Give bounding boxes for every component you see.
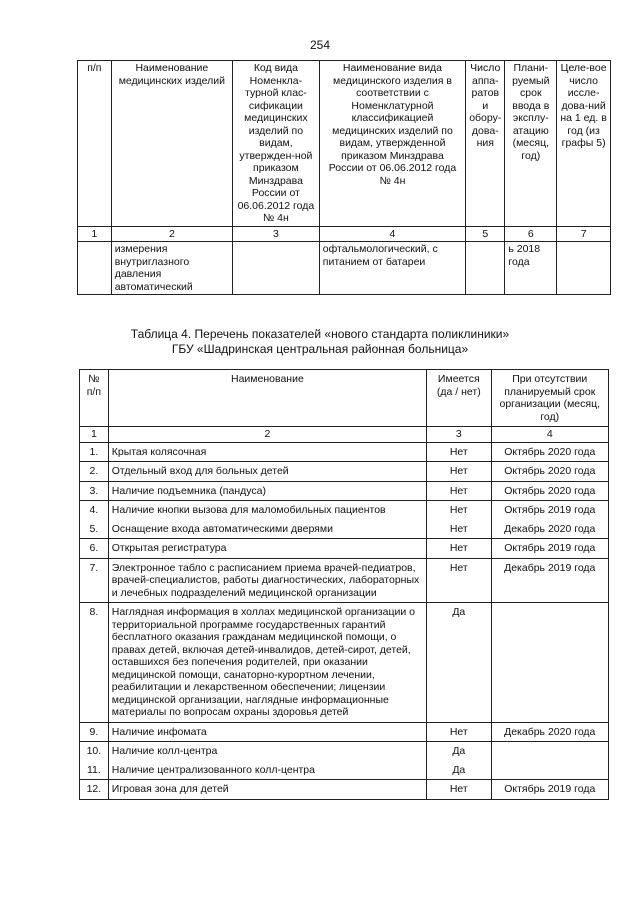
table-cell [78, 242, 112, 295]
row-name: Наличие централизованного колл-центра [108, 761, 426, 780]
table-row [78, 242, 611, 295]
row-name: Наличие кнопки вызова для маломобильных пациентов [108, 501, 426, 520]
table-header-row [80, 370, 609, 427]
header-cell: Плани-руемый срок ввода в эксплу-атацию (месяц, год) [505, 61, 557, 227]
table-cell [466, 242, 505, 295]
row-name: Отдельный вход для больных детей [108, 462, 426, 482]
header-cell: № п/п [80, 370, 109, 427]
row-availability: Да [427, 603, 491, 723]
table-row [80, 539, 609, 559]
row-number: 3. [80, 481, 109, 501]
row-planned-term [491, 603, 608, 723]
table-row [80, 462, 609, 482]
row-name: Наличие подъемника (пандуса) [108, 481, 426, 501]
row-availability: Нет [427, 462, 491, 482]
row-availability: Нет [427, 558, 491, 603]
table-row [80, 442, 609, 462]
table-caption-title: Таблица 4. Перечень показателей «нового стандарта поликлиники» [130, 327, 510, 341]
table-row [80, 481, 609, 501]
column-number: 3 [427, 427, 491, 443]
header-cell: Имеется (да / нет) [427, 370, 491, 427]
column-number: 4 [319, 226, 465, 242]
table-cell: офтальмологический, с питанием от батареи [319, 242, 465, 295]
table-row [80, 742, 609, 761]
row-planned-term: Декабрь 2020 года [491, 520, 608, 539]
row-name: Наглядная информация в холлах медицинской организации о территориальной программе государственных гарантий бесплатного оказания гражданам медицинской помощи, о правах детей, включая детей-инвалидов, детей-сирот, детей, оставшихся без попечения родителей, при оказании медицинской помощи, санаторно-курортном лечении, реабилитации и лекарственном обеспечении; лицензии медицинской организации, наглядные информационные материалы по вопросам охраны здоровья детей [108, 603, 426, 723]
row-planned-term [491, 761, 608, 780]
row-planned-term: Октябрь 2020 года [491, 462, 608, 482]
row-availability: Нет [427, 501, 491, 520]
row-name: Игровая зона для детей [108, 780, 426, 800]
table-cell [557, 242, 611, 295]
column-number-row [80, 427, 609, 443]
page-number: 254 [309, 38, 331, 52]
row-planned-term: Октябрь 2019 года [491, 780, 608, 800]
row-number: 5. [80, 520, 109, 539]
row-availability: Нет [427, 780, 491, 800]
column-number: 5 [466, 226, 505, 242]
row-number: 11. [80, 761, 109, 780]
row-name: Электронное табло с расписанием приема врачей-педиатров, врачей-специалистов, работы диагностических, лабораторных и лечебных подразделений медицинской организации [108, 558, 426, 603]
table-caption-organization: ГБУ «Шадринская центральная районная больница» [171, 342, 469, 356]
row-availability: Нет [427, 539, 491, 559]
column-number: 1 [80, 427, 109, 443]
header-cell: Целе-вое число иссле-дова-ний на 1 ед. в год (из графы 5) [557, 61, 611, 227]
table-row [80, 501, 609, 520]
row-planned-term: Октябрь 2020 года [491, 481, 608, 501]
column-number: 7 [557, 226, 611, 242]
row-number: 4. [80, 501, 109, 520]
table-cell: ь 2018 года [505, 242, 557, 295]
row-number: 10. [80, 742, 109, 761]
table-row [80, 780, 609, 800]
column-number-row [78, 226, 611, 242]
row-availability: Нет [427, 481, 491, 501]
row-number: 1. [80, 442, 109, 462]
header-cell: п/п [78, 61, 112, 227]
row-planned-term: Октябрь 2020 года [491, 442, 608, 462]
row-name: Наличие инфомата [108, 722, 426, 742]
column-number: 3 [233, 226, 320, 242]
header-cell: Наименование вида медицинского изделия в соответствии с Номенклатурной классификацией медицинских изделий по видам, утвержденной приказом Минздрава России от 06.06.2012 года № 4н [319, 61, 465, 227]
row-number: 6. [80, 539, 109, 559]
table-header-row [78, 61, 611, 227]
header-cell: Число аппа-ратов и обору-дова-ния [466, 61, 505, 227]
column-number: 2 [111, 226, 232, 242]
row-availability: Да [427, 761, 491, 780]
row-name: Открытая регистратура [108, 539, 426, 559]
row-number: 7. [80, 558, 109, 603]
row-number: 8. [80, 603, 109, 723]
row-planned-term: Декабрь 2019 года [491, 558, 608, 603]
row-availability: Нет [427, 442, 491, 462]
header-cell: Наименование [108, 370, 426, 427]
row-number: 2. [80, 462, 109, 482]
column-number: 4 [491, 427, 608, 443]
row-planned-term [491, 742, 608, 761]
row-availability: Нет [427, 520, 491, 539]
row-name: Оснащение входа автоматическими дверями [108, 520, 426, 539]
table-row [80, 558, 609, 603]
table-row [80, 761, 609, 780]
row-name: Крытая колясочная [108, 442, 426, 462]
row-availability: Нет [427, 722, 491, 742]
row-number: 9. [80, 722, 109, 742]
row-name: Наличие колл-центра [108, 742, 426, 761]
column-number: 6 [505, 226, 557, 242]
table-row [80, 722, 609, 742]
column-number: 2 [108, 427, 426, 443]
row-planned-term: Октябрь 2019 года [491, 539, 608, 559]
table-row [80, 603, 609, 723]
header-cell: Наименование медицинских изделий [111, 61, 232, 227]
row-number: 12. [80, 780, 109, 800]
row-planned-term: Декабрь 2020 года [491, 722, 608, 742]
table-cell: измерения внутриглазного давления автоматический [111, 242, 232, 295]
header-cell: Код вида Номенкла-турной клас-сификации медицинских изделий по видам, утвержден-ной приказом Минздрава России от 06.06.2012 года № 4н [233, 61, 320, 227]
table-cell [233, 242, 320, 295]
table-row [80, 520, 609, 539]
row-availability: Да [427, 742, 491, 761]
equipment-table [77, 60, 611, 295]
column-number: 1 [78, 226, 112, 242]
header-cell: При отсутствии планируемый срок организации (месяц, год) [491, 370, 608, 427]
row-planned-term: Октябрь 2019 года [491, 501, 608, 520]
standard-indicators-table [79, 369, 609, 800]
